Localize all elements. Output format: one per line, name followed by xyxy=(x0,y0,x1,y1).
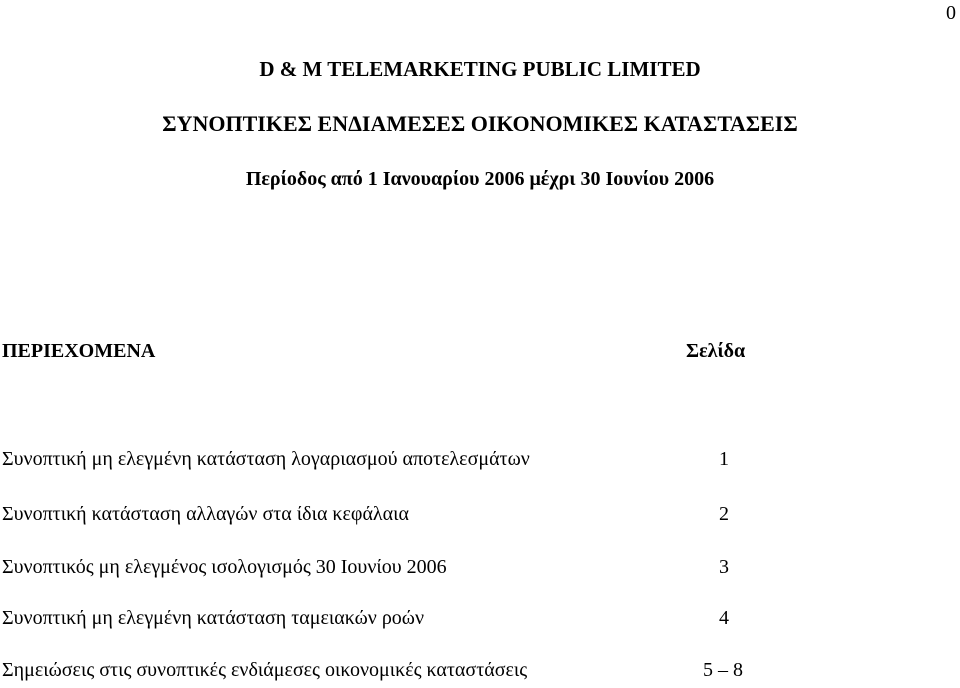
toc-entry-income-statement xyxy=(0,448,760,474)
toc-entry-label: Συνοπτικός μη ελεγμένος ισολογισμός 30 Ιουνίου 2006 xyxy=(2,556,447,578)
toc-entry-page: 3 xyxy=(719,556,729,578)
statements-title: ΣΥΝΟΠΤΙΚΕΣ ΕΝΔΙΑΜΕΣΕΣ ΟΙΚΟΝΟΜΙΚΕΣ ΚΑΤΑΣΤΑΣΕΙΣ xyxy=(162,111,798,136)
toc-entry-page: 5 – 8 xyxy=(703,659,743,681)
toc-entry-page: 2 xyxy=(719,503,729,525)
toc-entry-label: Συνοπτική μη ελεγμένη κατάσταση λογαριασμού αποτελεσμάτων xyxy=(2,448,530,470)
toc-entry-label: Σημειώσεις στις συνοπτικές ενδιάμεσες οικονομικές καταστάσεις xyxy=(2,659,528,681)
toc-entry-label: Συνοπτική κατάσταση αλλαγών στα ίδια κεφάλαια xyxy=(2,503,409,525)
page-number: 0 xyxy=(946,2,956,24)
toc-entry-notes xyxy=(0,659,760,685)
contents-heading: ΠΕΡΙΕΧΟΜΕΝΑ xyxy=(2,340,156,362)
page-column-heading: Σελίδα xyxy=(686,340,746,362)
toc-entry-equity-changes xyxy=(0,503,760,529)
company-name: D & M TELEMARKETING PUBLIC LIMITED xyxy=(259,57,701,81)
toc-entry-balance-sheet xyxy=(0,556,760,582)
toc-entry-label: Συνοπτική μη ελεγμένη κατάσταση ταμειακών ροών xyxy=(2,607,425,629)
toc-entry-page: 1 xyxy=(719,448,729,470)
toc-entry-page: 4 xyxy=(719,607,729,629)
reporting-period: Περίοδος από 1 Ιανουαρίου 2006 μέχρι 30 Ιουνίου 2006 xyxy=(245,168,715,190)
toc-entry-cash-flows xyxy=(0,607,760,633)
